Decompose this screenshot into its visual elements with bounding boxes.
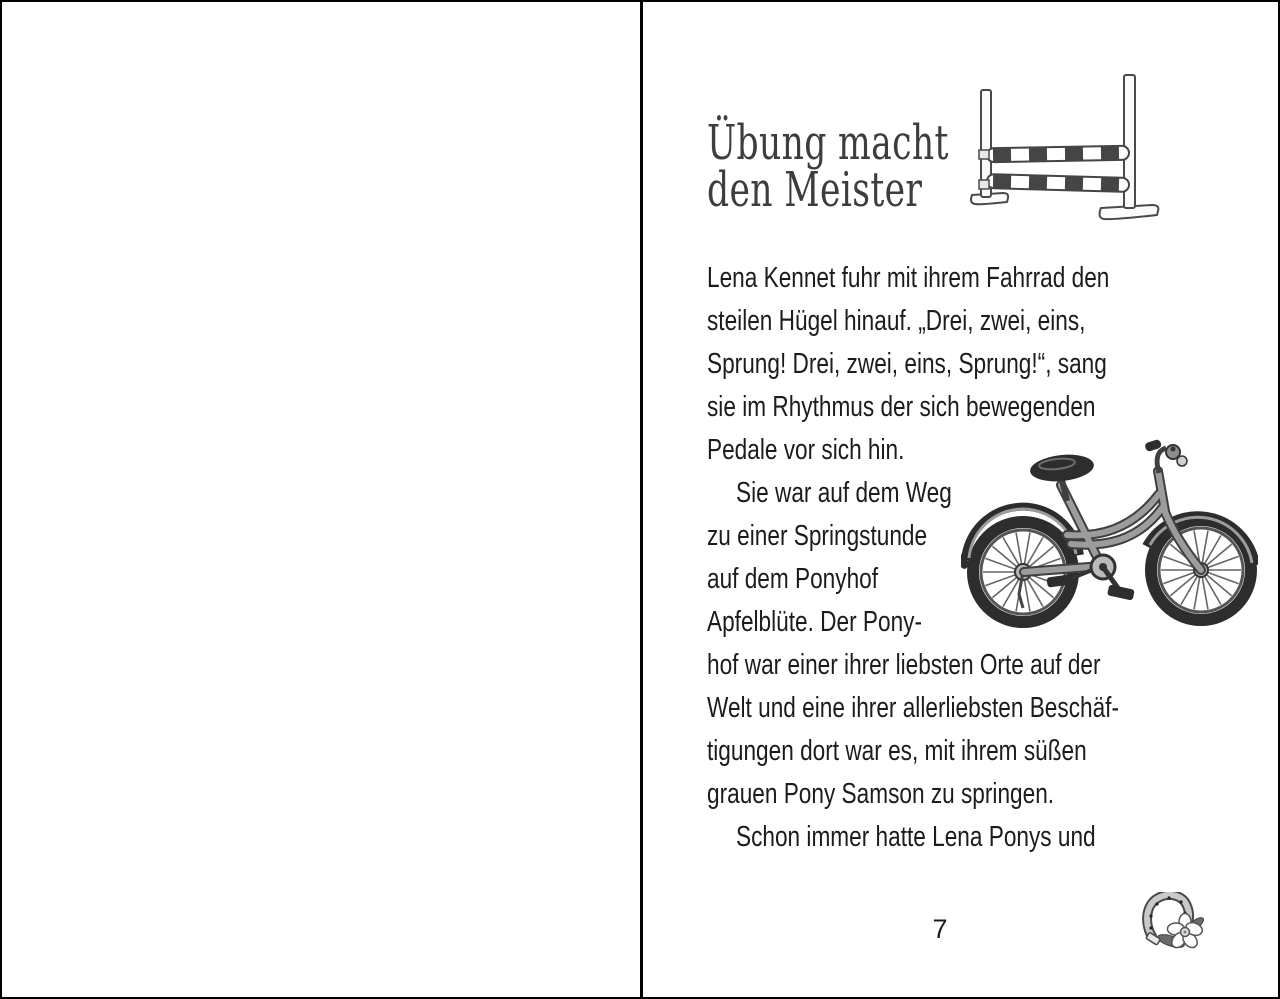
body-line: grauen Pony Samson zu springen. [707, 778, 1055, 810]
body-line: steilen Hügel hinauf. „Drei, zwei, eins, [707, 305, 1086, 337]
bicycle-icon [961, 439, 1258, 635]
jump-fence-icon [963, 72, 1163, 222]
body-line: Welt und eine ihrer allerliebsten Beschäf- [707, 692, 1119, 724]
body-line: sie im Rhythmus der sich bewegenden [707, 391, 1096, 423]
horseshoe-flower-icon [1141, 892, 1207, 958]
body-line: Apfelblüte. Der Pony- [707, 606, 923, 638]
chapter-title-line-1: Übung macht [707, 115, 949, 171]
body-line: Sprung! Drei, zwei, eins, Sprung!“, sang [707, 348, 1107, 380]
body-line: Pedale vor sich hin. [707, 434, 905, 466]
body-line: zu einer Springstunde [707, 520, 928, 552]
chapter-title-line-2: den Meister [707, 162, 923, 218]
body-line: auf dem Ponyhof [707, 563, 879, 595]
body-line: Sie war auf dem Weg [736, 477, 952, 509]
page-left-blank [2, 2, 640, 997]
page-number: 7 [932, 914, 948, 944]
body-line: Schon immer hatte Lena Ponys und [736, 821, 1096, 853]
body-line: hof war einer ihrer liebsten Orte auf der [707, 649, 1101, 681]
body-line: tigungen dort war es, mit ihrem süßen [707, 735, 1087, 767]
page-right [643, 2, 1280, 997]
body-line: Lena Kennet fuhr mit ihrem Fahrrad den [707, 262, 1110, 294]
